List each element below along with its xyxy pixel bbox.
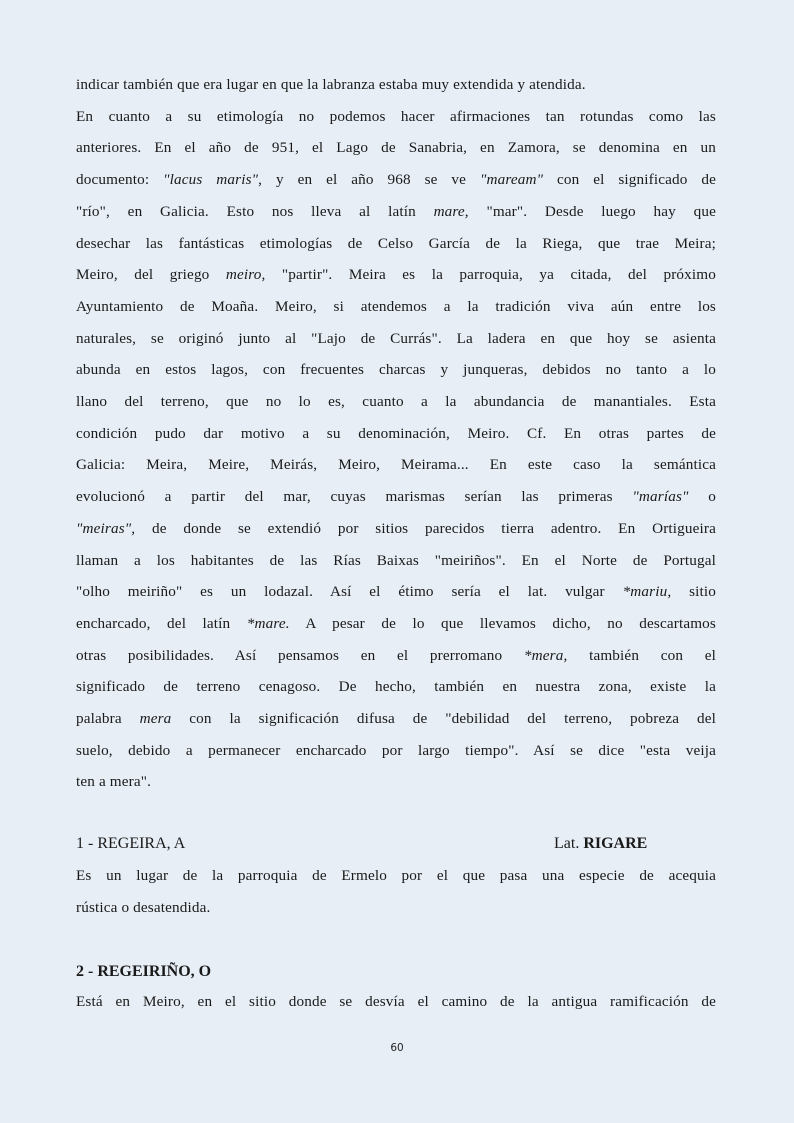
paragraph-line	[76, 551, 716, 571]
italic-term: mera	[139, 710, 172, 727]
italic-term: mare,	[433, 202, 469, 220]
text-run: abunda en estos lagos, con frecuentes charcas y junqueras, debidos no tanto a lo	[76, 361, 716, 379]
italic-term: *mariu,	[622, 583, 672, 601]
text-run: documento:	[76, 171, 164, 189]
text-run: A pesar de lo que llevamos dicho, no descartamos	[289, 614, 716, 632]
paragraph-line	[76, 107, 716, 127]
text-run: condición pudo dar motivo a su denominación, Meiro. Cf. En otras partes de	[76, 424, 716, 442]
paragraph-line	[76, 202, 716, 222]
paragraph-line	[76, 582, 716, 602]
paragraph-line	[76, 487, 716, 507]
text-run: En cuanto a su etimología no podemos hacer afirmaciones tan rotundas como las	[76, 107, 716, 125]
latin-word: RIGARE	[583, 835, 648, 852]
paragraph-line	[76, 360, 716, 380]
italic-term: "lacus maris",	[163, 171, 263, 189]
italic-term: *mare.	[246, 614, 290, 632]
paragraph-line	[76, 265, 716, 285]
text-run: Galicia: Meira, Meire, Meirás, Meiro, Meirama... En este caso la semántica	[76, 456, 716, 474]
paragraph-line	[76, 709, 716, 729]
entry-text-line: Está en Meiro, en el sitio donde se desvía el camino de la antigua ramificación de	[76, 993, 716, 1010]
text-run: encharcado, del latín	[76, 614, 247, 632]
italic-term: *mera,	[523, 646, 568, 664]
paragraph-line	[76, 297, 716, 317]
latin-origin	[554, 834, 647, 854]
text-run: anteriores. En el año de 951, el Lago de Sanabria, en Zamora, se denomina en un	[76, 139, 716, 157]
paragraph-line	[76, 614, 716, 634]
paragraph-line	[76, 424, 716, 444]
paragraph-line	[76, 772, 716, 792]
paragraph-line	[76, 329, 716, 349]
latin-prefix: Lat.	[554, 835, 580, 852]
page-number: 60	[390, 1042, 404, 1054]
italic-term: "marías"	[632, 488, 689, 506]
italic-term: meiro,	[225, 266, 266, 284]
paragraph-line	[76, 519, 716, 539]
entry-text-line: Es un lugar de la parroquia de Ermelo por el que pasa una especie de acequia	[76, 867, 716, 884]
paragraph-line	[76, 234, 716, 254]
text-run: "mar". Desde luego hay que	[468, 202, 716, 220]
entry-heading-regeirino: 2 - REGEIRIÑO, O	[76, 963, 212, 980]
italic-term: "meiras",	[76, 519, 136, 537]
paragraph-line	[76, 646, 716, 666]
text-run: "río", en Galicia. Esto nos lleva al latín	[76, 202, 434, 220]
text-run: Ayuntamiento de Moaña. Meiro, si atendemos a la tradición viva aún entre los	[76, 297, 716, 315]
text-run: con la significación difusa de "debilidad del terreno, pobreza del	[171, 710, 716, 727]
text-run: de donde se extendió por sitios parecidos tierra adentro. En Ortigueira	[135, 519, 716, 537]
text-run: palabra	[76, 710, 140, 727]
text-run: también con el	[567, 646, 716, 664]
paragraph-line	[76, 677, 716, 697]
text-run: sitio	[671, 583, 716, 601]
paragraph-line	[76, 138, 716, 158]
text-run: con el significado de	[543, 171, 717, 189]
paragraph-line	[76, 392, 716, 412]
text-run: significado de terreno cenagoso. De hecho, también en nuestra zona, existe la	[76, 678, 716, 696]
paragraph-line	[76, 170, 716, 190]
text-run: desechar las fantásticas etimologías de Celso García de la Riega, que trae Meira;	[76, 234, 716, 252]
text-run: y en el año 968 se ve	[262, 171, 480, 189]
paragraph-line	[76, 75, 716, 95]
text-run: llano del terreno, que no lo es, cuanto a la abundancia de manantiales. Esta	[76, 393, 716, 410]
text-run: suelo, debido a permanecer encharcado por largo tiempo". Así se dice "esta veija	[76, 741, 716, 759]
text-run: o	[688, 488, 716, 506]
text-run: evolucionó a partir del mar, cuyas marismas serían las primeras	[76, 488, 633, 506]
italic-term: "maream"	[479, 171, 544, 189]
text-run: ten a mera".	[76, 773, 152, 791]
paragraph-line	[76, 741, 716, 761]
text-run: indicar también que era lugar en que la labranza estaba muy extendida y atendida.	[76, 76, 586, 93]
entry-heading-regeira	[76, 834, 716, 854]
paragraph-line	[76, 455, 716, 475]
text-run: naturales, se originó junto al "Lajo de Currás". La ladera en que hoy se asienta	[76, 329, 716, 347]
entry-text-line: rústica o desatendida.	[76, 899, 211, 916]
text-run: "olho meiriño" es un lodazal. Así el étimo sería el lat. vulgar	[76, 583, 623, 601]
text-run: Meiro, del griego	[76, 266, 226, 284]
text-run: llaman a los habitantes de las Rías Baixas "meiriños". En el Norte de Portugal	[76, 551, 716, 569]
text-run: otras posibilidades. Así pensamos en el prerromano	[76, 646, 524, 664]
text-run: "partir". Meira es la parroquia, ya citada, del próximo	[265, 266, 716, 284]
entry-title: 1 - REGEIRA, A	[76, 835, 186, 852]
